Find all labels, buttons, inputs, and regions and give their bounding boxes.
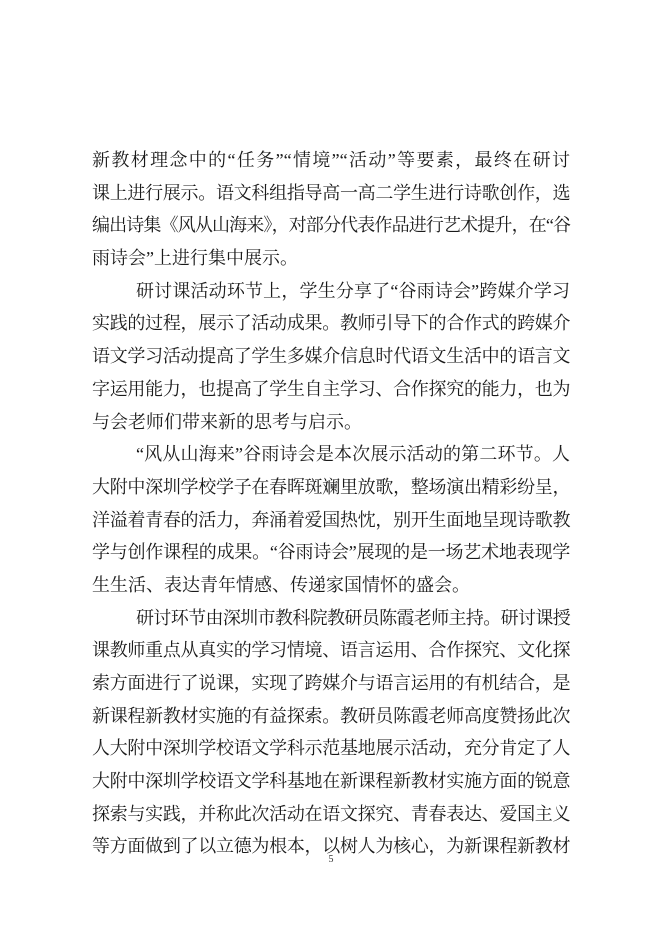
text-line: 大附中深圳学校语文学科基地在新课程新教材实施方面的锐意 bbox=[92, 771, 570, 792]
text-line: 索方面进行了说课，实现了跨媒介与语言运用的有机结合，是 bbox=[92, 673, 570, 693]
text-line: 学与创作课程的成果。“谷雨诗会”展现的是一场艺术地表现学 bbox=[92, 542, 570, 563]
text-line: 生生活、表达青年情感、传递家国情怀的盛会。 bbox=[92, 574, 470, 595]
text-line: 雨诗会”上进行集中展示。 bbox=[92, 248, 298, 269]
text-line: 课教师重点从真实的学习情境、语言运用、合作探究、文化探 bbox=[92, 640, 570, 661]
text-line: 大附中深圳学校学子在春晖斑斓里放歌，整场演出精彩纷呈， bbox=[92, 476, 570, 497]
text-line: 字运用能力，也提高了学生自主学习、合作探究的能力，也为 bbox=[92, 378, 570, 399]
page-number: 5 bbox=[328, 854, 334, 865]
text-line: 研讨课活动环节上，学生分享了“谷雨诗会”跨媒介学习 bbox=[136, 280, 570, 301]
text-line: 实践的过程，展示了活动成果。教师引导下的合作式的跨媒介 bbox=[92, 313, 570, 334]
text-line: 研讨环节由深圳市教科院教研员陈霞老师主持。研讨课授 bbox=[136, 607, 570, 628]
paragraph-3 bbox=[92, 438, 570, 601]
paragraph-2 bbox=[92, 275, 570, 438]
text-line: 洋溢着青春的活力，奔涌着爱国热忱，别开生面地呈现诗歌教 bbox=[92, 509, 570, 530]
text-line: 编出诗集《风从山海来》，对部分代表作品进行艺术提升，在“谷 bbox=[92, 215, 570, 236]
text-line: 新教材理念中的“任务”“情境”“活动”等要素，最终在研讨 bbox=[92, 150, 570, 170]
text-line: 人大附中深圳学校语文学科示范基地展示活动，充分肯定了人 bbox=[92, 738, 570, 759]
text-line: “风从山海来”谷雨诗会是本次展示活动的第二环节。人 bbox=[136, 444, 570, 465]
text-line: 新课程新教材实施的有益探索。教研员陈霞老师高度赞扬此次 bbox=[92, 705, 570, 726]
text-line: 课上进行展示。语文科组指导高一高二学生进行诗歌创作，选 bbox=[92, 182, 570, 203]
text-line: 等方面做到了以立德为根本，以树人为核心，为新课程新教材 bbox=[92, 836, 570, 857]
text-line: 与会老师们带来新的思考与启示。 bbox=[92, 411, 362, 432]
document-body bbox=[92, 144, 570, 863]
text-line: 语文学习活动提高了学生多媒介信息时代语文生活中的语言文 bbox=[92, 346, 570, 367]
text-line: 探索与实践，并称此次活动在语文探究、青春表达、爱国主义 bbox=[92, 803, 570, 824]
paragraph-4 bbox=[92, 602, 570, 864]
paragraph-1 bbox=[92, 144, 570, 275]
